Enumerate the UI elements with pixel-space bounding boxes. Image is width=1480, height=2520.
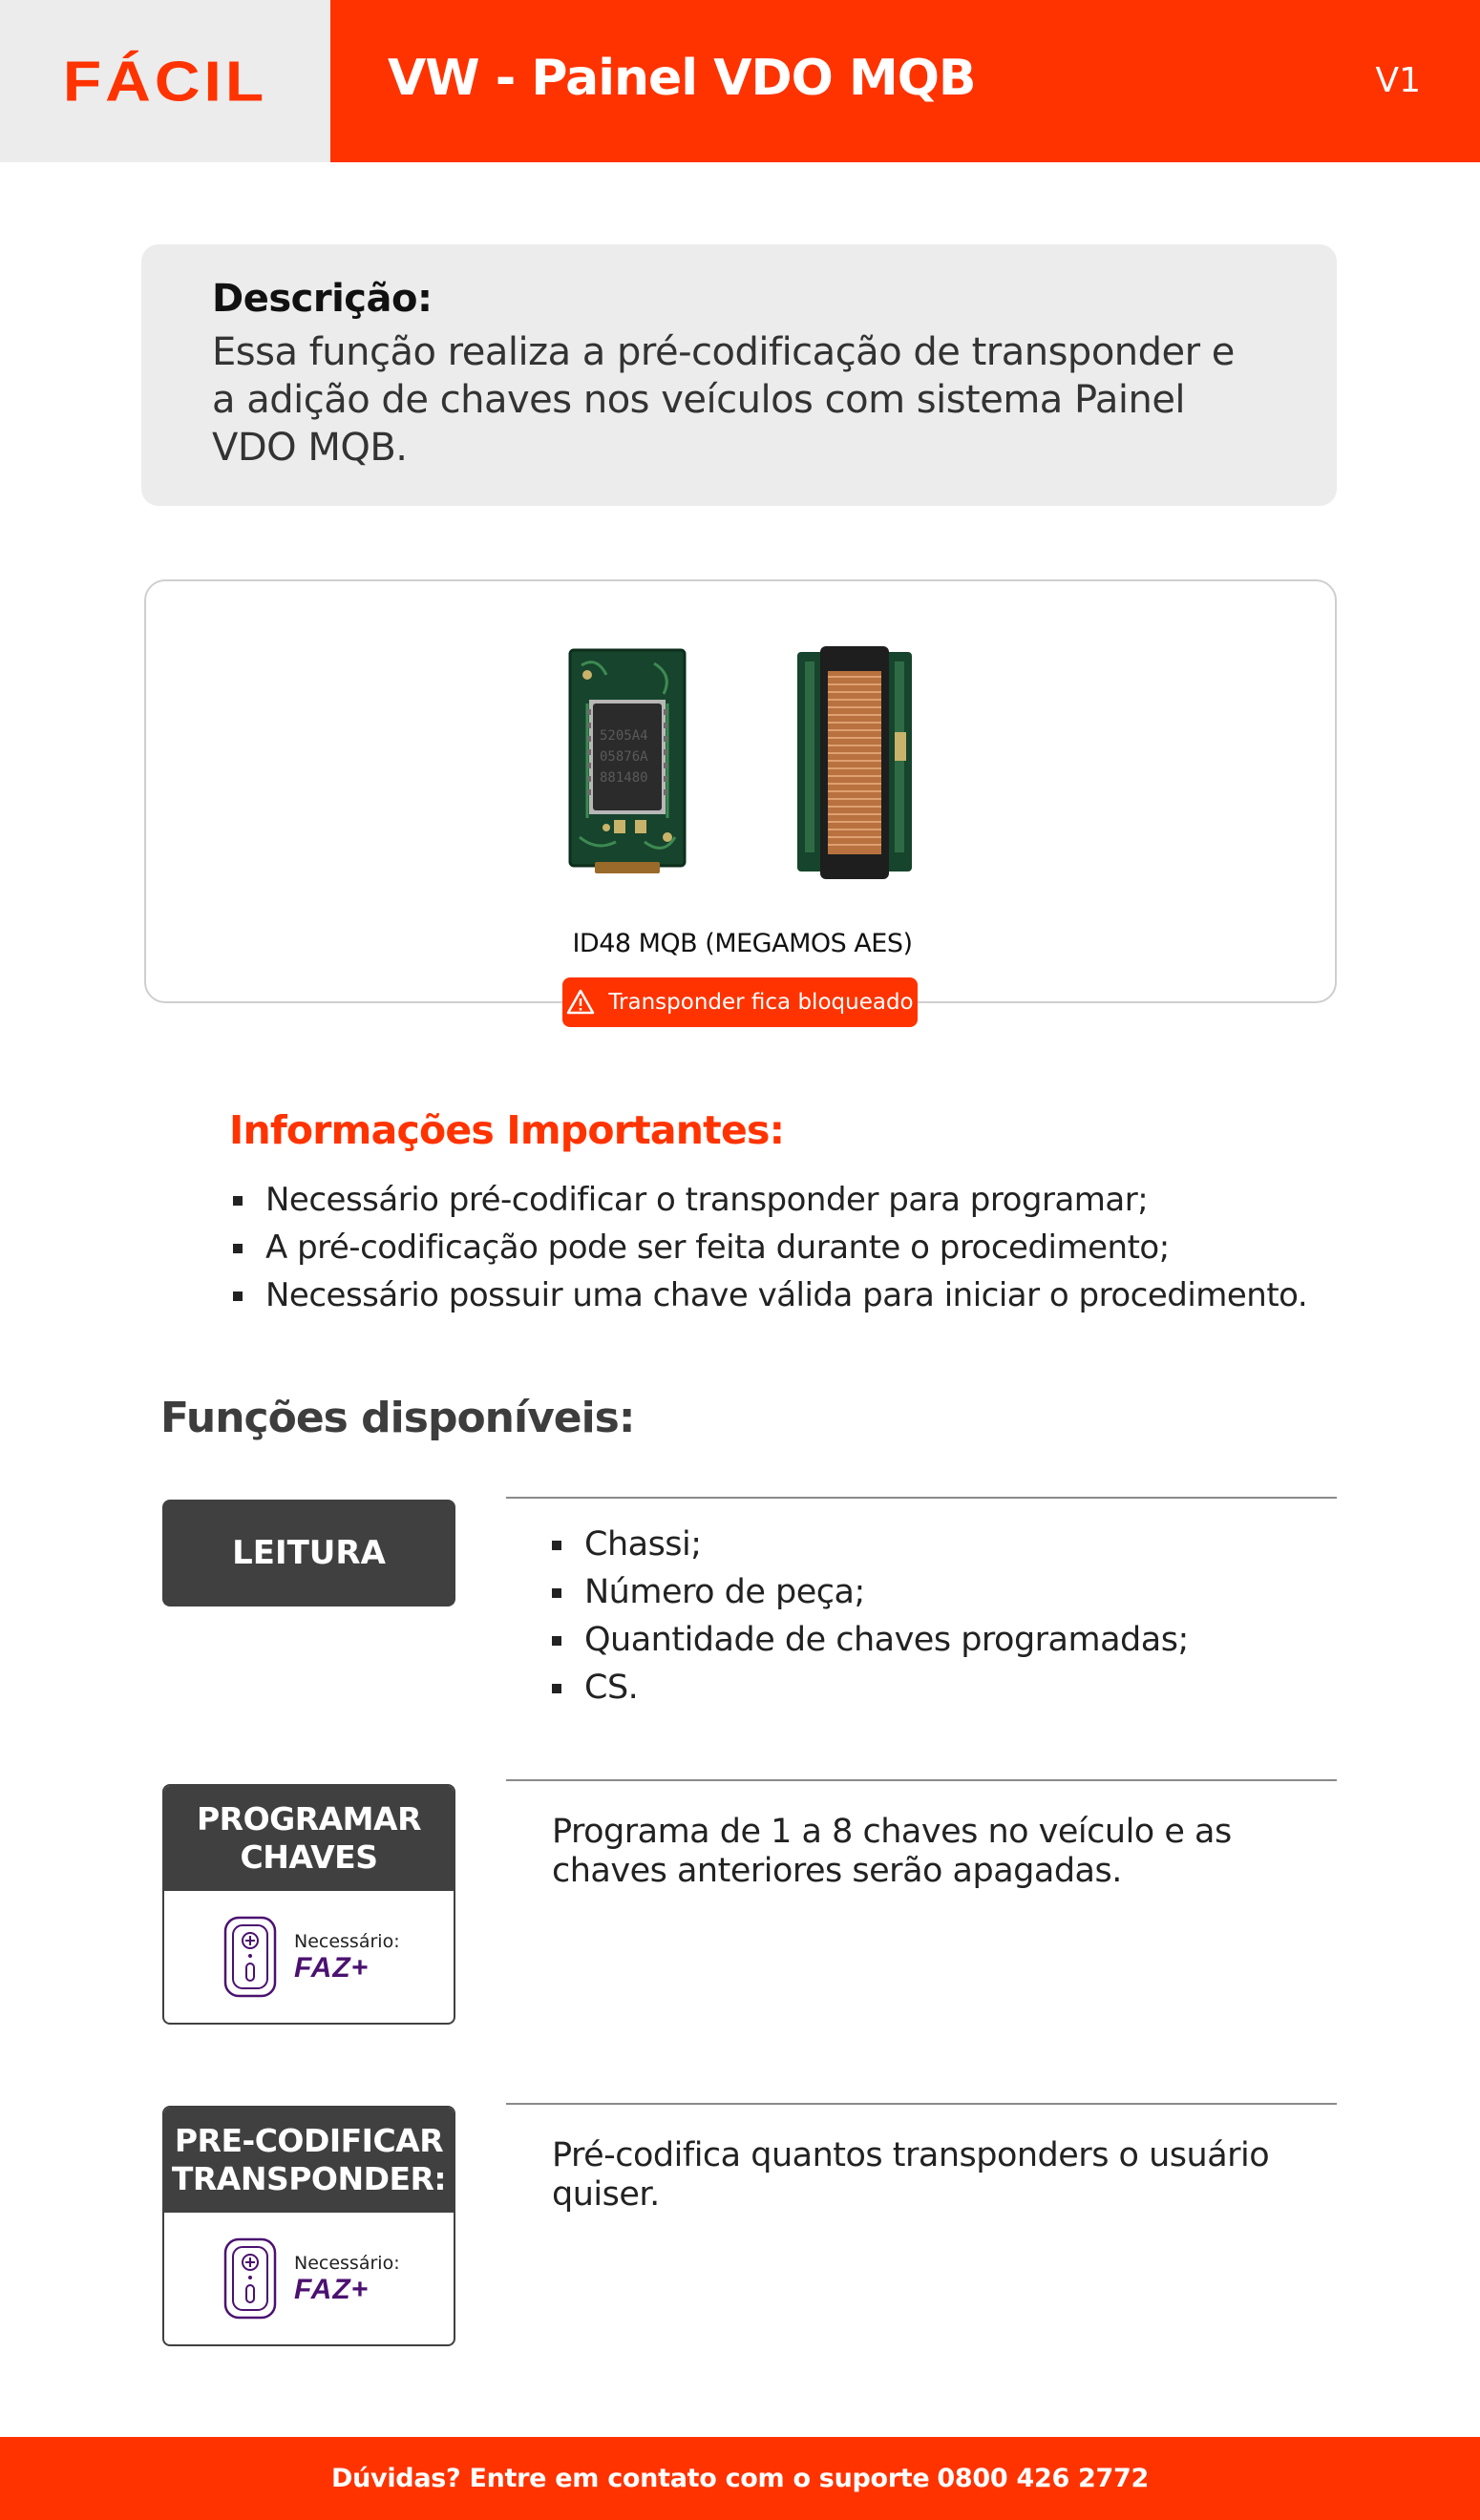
version-label: V1	[1375, 61, 1421, 100]
description-label: Descrição:	[212, 277, 433, 321]
chip-marking-3: 881480	[600, 770, 648, 786]
important-info-list	[233, 1176, 1307, 1319]
support-phone-link[interactable]: 0800 426 2772	[937, 2464, 1149, 2493]
list-item: Chassi;	[552, 1521, 1189, 1568]
divider	[506, 2103, 1337, 2105]
leitura-button[interactable]: LEITURA	[162, 1500, 455, 1606]
chip-marking-1: 5205A4	[600, 728, 648, 744]
chip-marking-2: 05876A	[600, 749, 648, 765]
programar-chaves-button[interactable]: PROGRAMAR CHAVES	[164, 1786, 454, 1891]
list-item: A pré-codificação pode ser feita durante o procedimento;	[233, 1224, 1307, 1271]
programar-chaves-card[interactable]	[162, 1784, 455, 2025]
transponder-chip-image	[568, 646, 687, 875]
key-tool-icon	[222, 2236, 279, 2321]
pre-codificar-button[interactable]: PRE-CODIFICAR TRANSPONDER:	[164, 2108, 454, 2213]
required-label: Necessário:	[294, 2253, 400, 2274]
page-header	[0, 0, 1480, 162]
brand-logo: FÁCIL	[62, 49, 268, 114]
description-text: Essa função realiza a pré-codificação de transponder e a adição de chaves nos veículos com sistema Painel VDO MQB.	[212, 330, 1235, 470]
footer-text: Dúvidas? Entre em contato com o suporte	[331, 2464, 930, 2493]
warning-text: Transponder fica bloqueado	[608, 990, 914, 1015]
required-tool-logo: FAZ+	[294, 1952, 370, 1984]
warning-icon	[566, 989, 595, 1016]
required-label: Necessário:	[294, 1931, 400, 1952]
logo-area	[0, 0, 330, 162]
required-tool-logo: FAZ+	[294, 2274, 370, 2305]
divider	[506, 1497, 1337, 1499]
important-info-title: Informações Importantes:	[229, 1107, 785, 1153]
divider	[506, 1779, 1337, 1781]
title-bar	[330, 0, 1480, 162]
support-footer	[0, 2437, 1480, 2520]
pre-codificar-card[interactable]	[162, 2106, 455, 2346]
programar-chaves-description: Programa de 1 a 8 chaves no veículo e as chaves anteriores serão apagadas.	[552, 1813, 1232, 1890]
list-item: Necessário possuir uma chave válida para iniciar o procedimento.	[233, 1271, 1307, 1319]
list-item: Quantidade de chaves programadas;	[552, 1616, 1189, 1664]
transponder-warning-badge	[562, 977, 918, 1027]
list-item: Número de peça;	[552, 1568, 1189, 1616]
key-tool-icon	[222, 1914, 279, 2000]
description-panel	[141, 244, 1337, 506]
list-item: Necessário pré-codificar o transponder para programar;	[233, 1176, 1307, 1224]
list-item: CS.	[552, 1664, 1189, 1712]
pre-codificar-description: Pré-codifica quantos transponders o usuário quiser.	[552, 2136, 1270, 2214]
transponder-name: ID48 MQB (MEGAMOS AES)	[572, 929, 913, 958]
functions-title: Funções disponíveis:	[160, 1394, 635, 1442]
transponder-coil-image	[795, 646, 914, 879]
leitura-list	[552, 1521, 1189, 1712]
transponder-card	[144, 579, 1337, 1003]
page-title: VW - Painel VDO MQB	[388, 50, 976, 107]
